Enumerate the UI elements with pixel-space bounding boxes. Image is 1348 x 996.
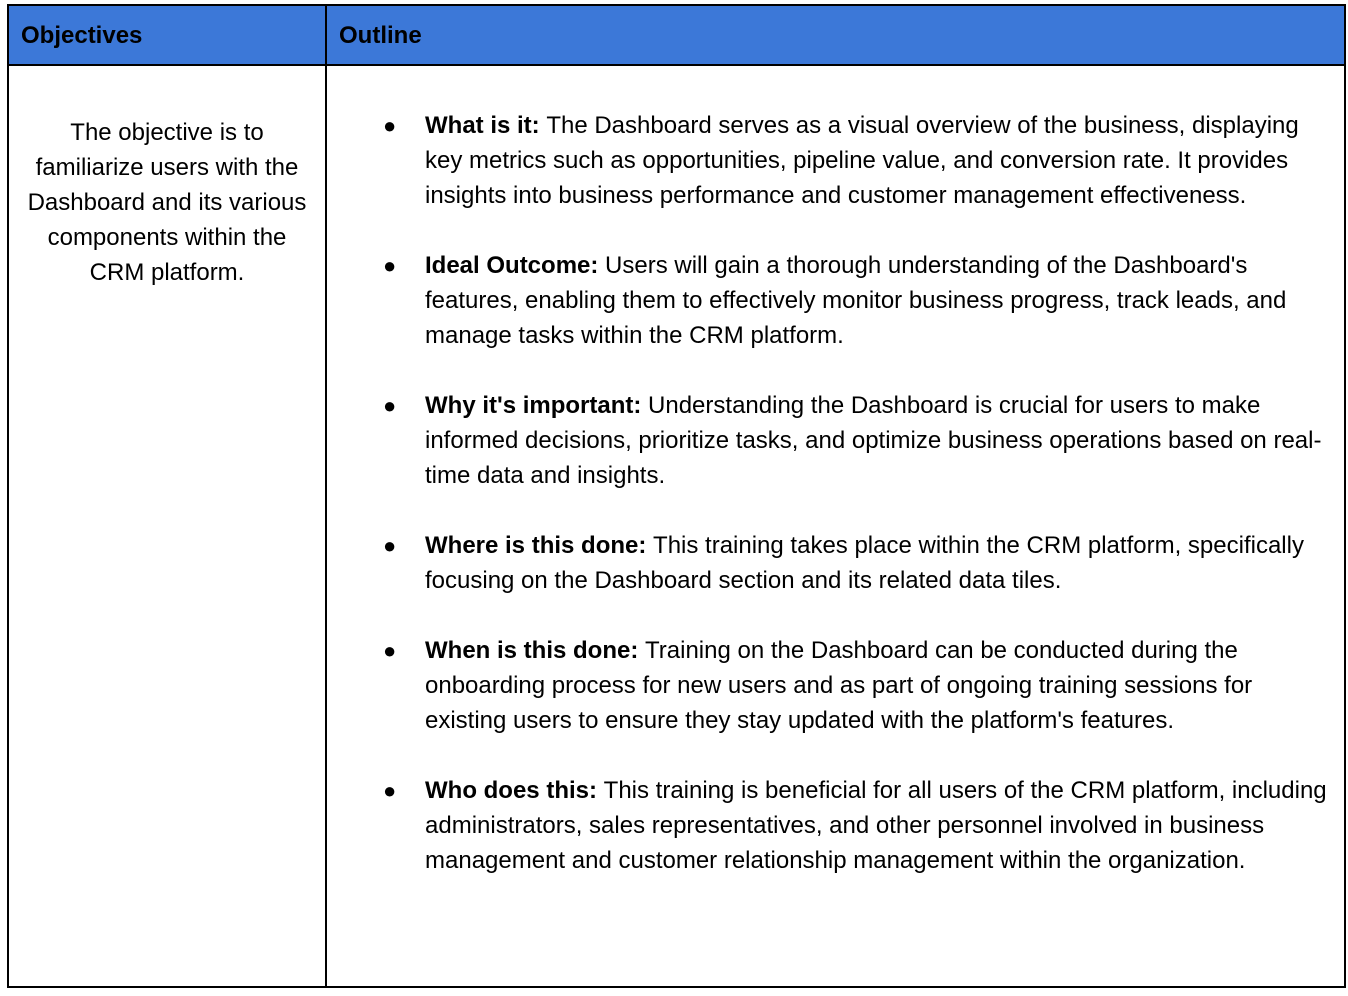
- bullet-icon: ●: [383, 393, 397, 418]
- outline-item-label: What is it:: [425, 112, 547, 139]
- outline-item-ideal-outcome: [327, 248, 1330, 353]
- outline-item-who-does: [327, 773, 1330, 878]
- outline-item-text: Understanding the Dashboard is crucial for users to make informed decisions, prioritize tasks, and optimize business operations based on real-time data and insights.: [425, 392, 1322, 489]
- outline-item-what-is-it: [327, 108, 1330, 213]
- bullet-icon: ●: [383, 533, 397, 558]
- outline-item-label: Where is this done:: [425, 532, 654, 559]
- bullet-icon: ●: [383, 638, 397, 663]
- outline-item-text: This training takes place within the CRM platform, specifically focusing on the Dashboard section and its related data tiles.: [425, 532, 1304, 594]
- outline-list: [327, 108, 1330, 878]
- outline-header: Outline: [326, 5, 1345, 65]
- outline-item-label: Who does this:: [425, 777, 604, 804]
- outline-item-label: Why it's important:: [425, 392, 649, 419]
- outline-item-text: The Dashboard serves as a visual overview of the business, displaying key metrics such as opportunities, pipeline value, and conversion rate. It provides insights into business performance and customer management effectiveness.: [425, 112, 1299, 209]
- outline-item-text: Training on the Dashboard can be conducted during the onboarding process for new users and as part of ongoing training sessions for existing users to ensure they stay updated with the platform's features.: [425, 637, 1253, 734]
- bullet-icon: ●: [383, 113, 397, 138]
- table-body-row: [8, 65, 1345, 987]
- outline-item-why-important: [327, 388, 1330, 493]
- outline-item-label: When is this done:: [425, 637, 645, 664]
- outline-item-label: Ideal Outcome:: [425, 252, 606, 279]
- table-header-row: [8, 5, 1345, 65]
- outline-item-where-done: [327, 528, 1330, 598]
- objectives-header: Objectives: [8, 5, 326, 65]
- outline-item-when-done: [327, 633, 1330, 738]
- bullet-icon: ●: [383, 253, 397, 278]
- outline-cell: [326, 65, 1345, 987]
- objective-text: The objective is to familiarize users with the Dashboard and its various components within the CRM platform.: [8, 65, 326, 987]
- outline-item-text: Users will gain a thorough understanding of the Dashboard's features, enabling them to effectively monitor business progress, track leads, and manage tasks within the CRM platform.: [425, 252, 1287, 349]
- objectives-outline-table: [7, 4, 1346, 988]
- bullet-icon: ●: [383, 778, 397, 803]
- outline-item-text: This training is beneficial for all users of the CRM platform, including administrators, sales representatives, and other personnel involved in business management and customer relationship management within the organization.: [425, 777, 1327, 874]
